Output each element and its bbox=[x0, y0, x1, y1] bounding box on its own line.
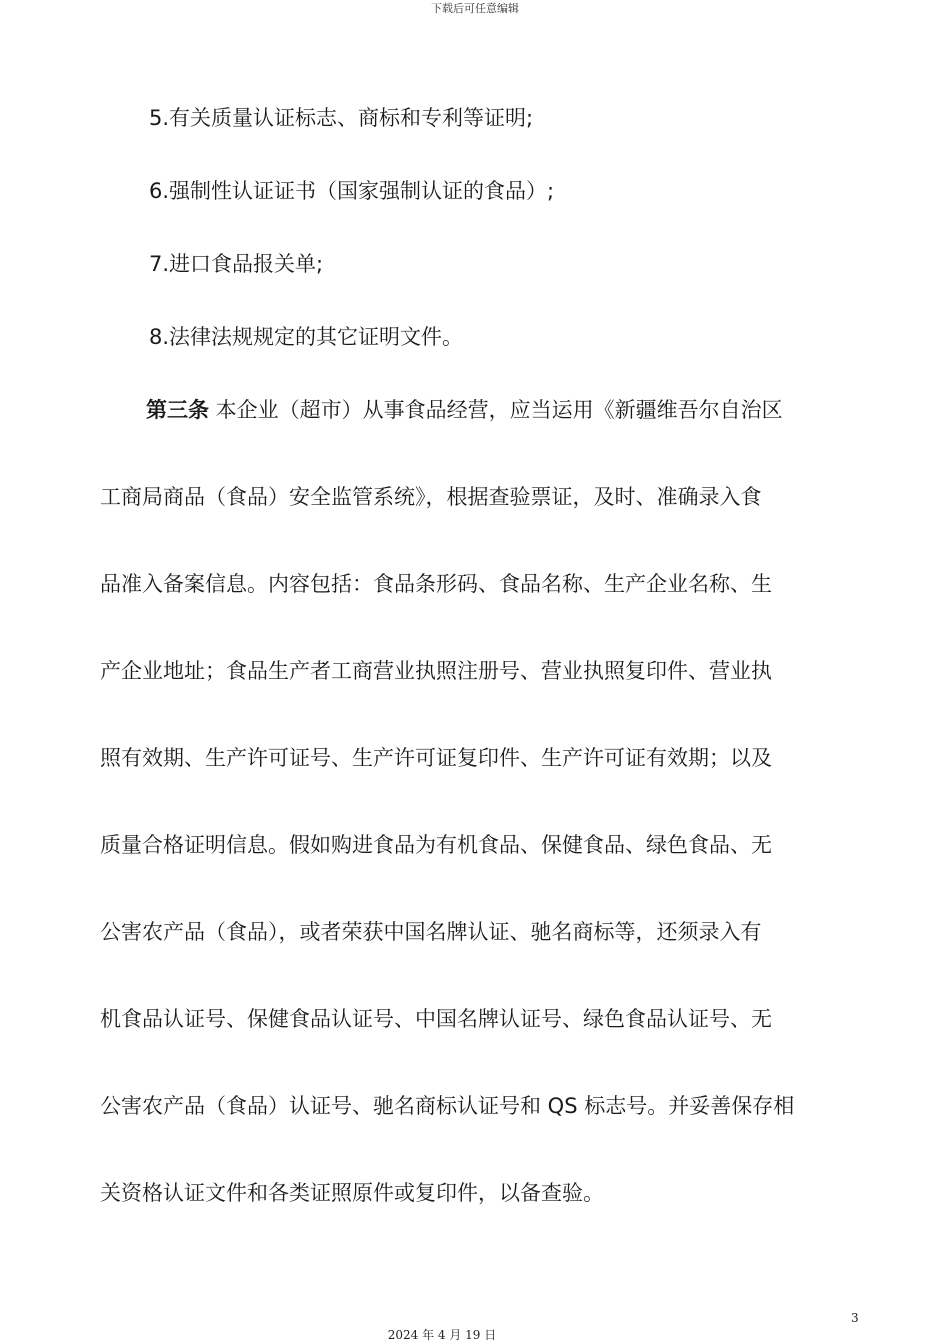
paragraph-line: 产企业地址；食品生产者工商营业执照注册号、营业执照复印件、营业执 bbox=[100, 659, 772, 683]
page-header-note: 下载后可任意编辑 bbox=[431, 2, 519, 15]
footer-date: 2024 年 4 月 19 日 bbox=[387, 1328, 497, 1342]
paragraph-line: 公害农产品（食品），或者荣获中国名牌认证、驰名商标等，还须录入有 bbox=[100, 920, 762, 944]
paragraph-text: 本企业（超市）从事食品经营，应当运用《新疆维吾尔自治区 bbox=[209, 398, 783, 422]
paragraph-line: 照有效期、生产许可证号、生产许可证复印件、生产许可证有效期；以及 bbox=[100, 746, 772, 770]
article-heading: 第三条 bbox=[146, 398, 209, 422]
paragraph-line: 工商局商品（食品）安全监管系统》，根据查验票证，及时、准确录入食 bbox=[100, 485, 762, 509]
list-item: 5.有关质量认证标志、商标和专利等证明; bbox=[149, 106, 534, 130]
article-first-line bbox=[146, 396, 783, 424]
paragraph-line: 品准入备案信息。内容包括：食品条形码、食品名称、生产企业名称、生 bbox=[100, 572, 772, 596]
paragraph-line: 机食品认证号、保健食品认证号、中国名牌认证号、绿色食品认证号、无 bbox=[100, 1007, 772, 1031]
paragraph-line: 公害农产品（食品）认证号、驰名商标认证号和 QS 标志号。并妥善保存相 bbox=[100, 1094, 795, 1118]
list-item: 8.法律法规规定的其它证明文件。 bbox=[149, 325, 464, 349]
page-number: 3 bbox=[851, 1311, 859, 1325]
paragraph-line: 质量合格证明信息。假如购进食品为有机食品、保健食品、绿色食品、无 bbox=[100, 833, 772, 857]
list-item: 6.强制性认证证书（国家强制认证的食品）; bbox=[149, 179, 555, 203]
list-item: 7.进口食品报关单; bbox=[149, 252, 324, 276]
paragraph-line: 关资格认证文件和各类证照原件或复印件，以备查验。 bbox=[100, 1181, 604, 1205]
